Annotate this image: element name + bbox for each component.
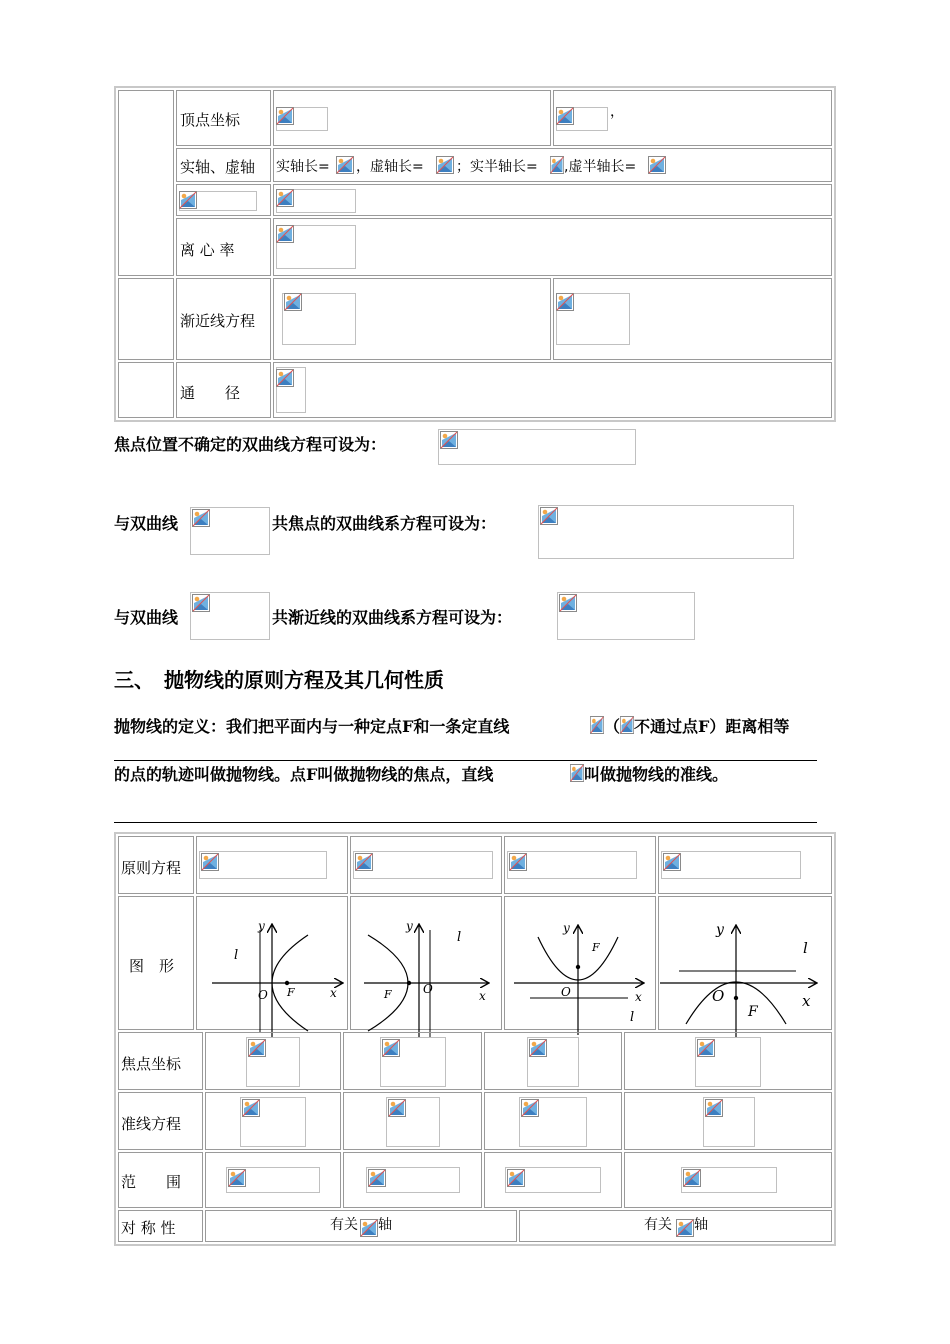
latus-label: 通 径 [180, 384, 241, 402]
graph-opens-left [364, 919, 488, 1045]
imag-axis-text: ，虚轴长= [356, 159, 424, 175]
t2-focus-3 [484, 1032, 622, 1090]
image-icon [697, 1039, 715, 1057]
image-icon [705, 1099, 723, 1117]
para-cofocal-a: 与双曲线 [114, 514, 179, 533]
axis-x-label: x [802, 992, 811, 1010]
image-icon [382, 1039, 400, 1057]
axis-y-label: y [406, 919, 413, 933]
graph-opens-right [212, 919, 342, 1045]
asym-label: 渐近线方程 [180, 312, 256, 330]
para-coasym-b: 共渐近线的双曲线系方程可设为： [272, 608, 513, 627]
sym-x-suffix: 轴 [378, 1217, 392, 1233]
image-icon [521, 1099, 539, 1117]
image-icon [248, 1039, 266, 1057]
image-icon [242, 1099, 260, 1117]
t2-sym-label-cell [118, 1210, 203, 1242]
comma-text: ， [610, 104, 624, 120]
image-icon [388, 1099, 406, 1117]
focus-label: F [748, 1004, 758, 1020]
directrix-l-label: l [803, 939, 808, 957]
t2-focus-2 [343, 1032, 482, 1090]
image-icon [683, 1169, 701, 1187]
origin-label: O [561, 985, 571, 999]
t2-focus-1 [205, 1032, 341, 1090]
para-coasym-a: 与双曲线 [114, 608, 179, 627]
directrix-l-label: l [630, 1010, 635, 1025]
origin-label: O [258, 988, 268, 1002]
definition-part-a: 抛物线的定义：我们把平面内与一种定点F和一条定直线 [114, 717, 510, 736]
axes-label: 实轴、虚轴 [180, 158, 256, 176]
t2-sym-1 [205, 1210, 517, 1242]
definition-part-b: （ [604, 717, 621, 736]
t2-range-label-cell [118, 1152, 203, 1208]
semi-real-text: ；实半轴长= [456, 159, 538, 175]
image-icon [676, 1219, 694, 1237]
graph-opens-down [660, 922, 816, 1040]
axis-y-label: y [563, 921, 570, 935]
image-icon [368, 1169, 386, 1187]
sym-x-prefix: 有关 [330, 1217, 358, 1233]
graph-label: 图 形 [129, 957, 175, 975]
section-title: 三、 抛物线的原则方程及其几何性质 [114, 668, 444, 692]
directrix-l-label: l [234, 948, 239, 963]
real-axis-text: 实轴长= [276, 159, 330, 175]
t2-sym-2 [519, 1210, 832, 1242]
focus-coord-label: 焦点坐标 [121, 1055, 182, 1073]
axis-x-label: x [479, 989, 486, 1003]
focus-label: F [384, 988, 392, 1001]
axis-y-label: y [716, 922, 724, 938]
image-icon [529, 1039, 547, 1057]
focus-label: F [287, 986, 295, 999]
vertex-label: 顶点坐标 [180, 111, 241, 129]
axis-y-label: y [258, 919, 265, 933]
directrix-label: 准线方程 [121, 1115, 182, 1133]
t2-range-2 [343, 1152, 482, 1208]
axis-x-label: x [330, 986, 337, 1000]
t2-dir-1 [205, 1092, 341, 1150]
image-icon [507, 1169, 525, 1187]
t2-dir-label-cell [118, 1092, 203, 1150]
symmetry-label: 对 称 性 [121, 1219, 176, 1237]
para-uncertain-focus: 焦点位置不确定的双曲线方程可设为： [114, 435, 387, 454]
t2-dir-4 [624, 1092, 832, 1150]
t2-range-3 [484, 1152, 622, 1208]
ecc-label: 离 心 率 [180, 241, 235, 259]
definition-part-e: 叫做抛物线的准线。 [584, 765, 729, 784]
t2-range-1 [205, 1152, 341, 1208]
image-icon [360, 1219, 378, 1237]
origin-label: O [712, 987, 725, 1005]
t2-focus-label-cell [118, 1032, 203, 1090]
graph-opens-up [514, 921, 643, 1035]
std-label: 原则方程 [121, 859, 182, 877]
semi-imag-text: ,虚半轴长= [564, 159, 637, 175]
image-icon [228, 1169, 246, 1187]
definition-part-c: 不通过点F）距离相等 [634, 717, 790, 736]
focus-label: F [592, 941, 600, 954]
definition-part-d: 的点的轨迹叫做抛物线。点F叫做抛物线的焦点，直线 [114, 765, 494, 784]
para-cofocal-b: 共焦点的双曲线系方程可设为： [272, 514, 497, 533]
t2-focus-4 [624, 1032, 832, 1090]
sym-y-prefix: 有关 [644, 1217, 672, 1233]
axis-x-label: x [635, 990, 642, 1004]
range-label: 范 围 [121, 1173, 182, 1191]
t2-dir-2 [343, 1092, 482, 1150]
origin-label: O [423, 982, 433, 996]
sym-y-suffix: 轴 [694, 1217, 708, 1233]
directrix-l-label: l [457, 930, 462, 945]
t2-dir-3 [484, 1092, 622, 1150]
t2-range-4 [624, 1152, 832, 1208]
